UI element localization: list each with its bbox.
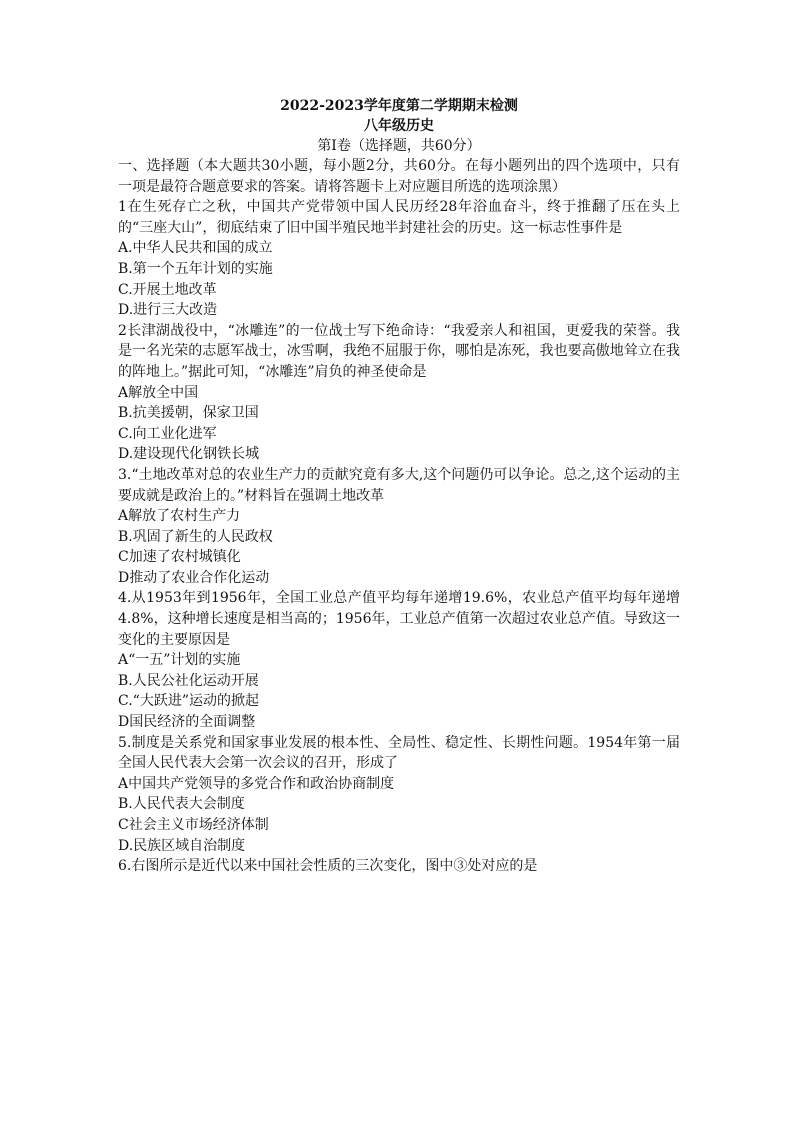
section-intro: 一、选择题（本大题共30小题，每小题2分，共60分。在每小题列出的四个选项中，只有一项是最符合题意要求的答案。请将答题卡上对应题目所选的选项涂黑） [118, 158, 680, 195]
question-item [118, 321, 680, 465]
question-option: C社会主义市场经济体制 [118, 817, 269, 833]
question-option: C.向工业化进军 [118, 425, 217, 442]
question-item [118, 856, 680, 877]
question-option: B.第一个五年计划的实施 [118, 260, 273, 277]
question-stem: 3.“土地改革对总的农业生产力的贡献究竟有多大,这个问题仍可以争论。总之,这个运动的主要成就是政治上的。”材料旨在强调土地改革 [118, 466, 680, 504]
question-option: D.建设现代化钢铁长城 [118, 446, 260, 463]
question-stem: 4.从1953年到1956年，全国工业总产值平均每年递增19.6%，农业总产值平均每年递增4.8%，这种增长速度是相当高的；1956年，工业总产值第一次超过农业总产值。导致这一变化的主要原因是 [118, 590, 680, 648]
question-stem: 2长津湖战役中，“冰雕连”的一位战士写下绝命诗：“我爱亲人和祖国，更爱我的荣誉。我是一名光荣的志愿军战士，冰雪啊，我绝不屈服于你，哪怕是冻死，我也要高傲地耸立在我的阵地上。”据此可知，“冰雕连”肩负的神圣使命是 [118, 322, 680, 380]
question-option: D国民经济的全面调整 [118, 714, 256, 731]
question-option: A解放全中国 [118, 384, 199, 401]
question-stem: 5.制度是关系党和国家事业发展的根本性、全局性、稳定性、长期性问题。1954年第一届全国人民代表大会第一次会议的召开，形成了 [118, 734, 680, 772]
exam-page [118, 96, 680, 877]
question-option: B.人民代表大会制度 [118, 796, 245, 813]
exam-subtitle: 八年级历史 [364, 118, 434, 134]
question-item [118, 465, 680, 589]
question-option: A“一五”计划的实施 [118, 652, 241, 669]
question-stem: 6.右图所示是近代以来中国社会性质的三次变化，图中③处对应的是 [118, 858, 538, 875]
question-option: A解放了农村生产力 [118, 508, 241, 525]
question-item [118, 588, 680, 732]
question-option: D.进行三大改造 [118, 302, 218, 319]
question-item [118, 197, 680, 321]
question-option: B.抗美援朝，保家卫国 [118, 405, 259, 422]
exam-title: 2022-2023学年度第二学期期末检测 [280, 98, 518, 114]
question-option: B.巩固了新生的人民政权 [118, 528, 273, 545]
question-option: C加速了农村城镇化 [118, 549, 241, 566]
question-option: D.民族区域自治制度 [118, 837, 246, 854]
question-option: A.中华人民共和国的成立 [118, 240, 273, 257]
question-option: D推动了农业合作化运动 [118, 569, 270, 586]
question-option: B.人民公社化运动开展 [118, 672, 259, 689]
question-option: A中国共产党领导的多党合作和政治协商制度 [118, 775, 395, 792]
question-option: C.“大跃进”运动的掀起 [118, 693, 259, 710]
question-list [118, 197, 680, 877]
question-item [118, 733, 680, 857]
volume-heading: 第Ⅰ卷（选择题，共60分） [317, 138, 481, 154]
question-stem: 1在生死存亡之秋，中国共产党带领中国人民历经28年浴血奋斗，终于推翻了压在头上的“三座大山”，彻底结束了旧中国半殖民地半封建社会的历史。这一标志性事件是 [118, 199, 680, 236]
question-option: C.开展土地改革 [118, 281, 217, 298]
